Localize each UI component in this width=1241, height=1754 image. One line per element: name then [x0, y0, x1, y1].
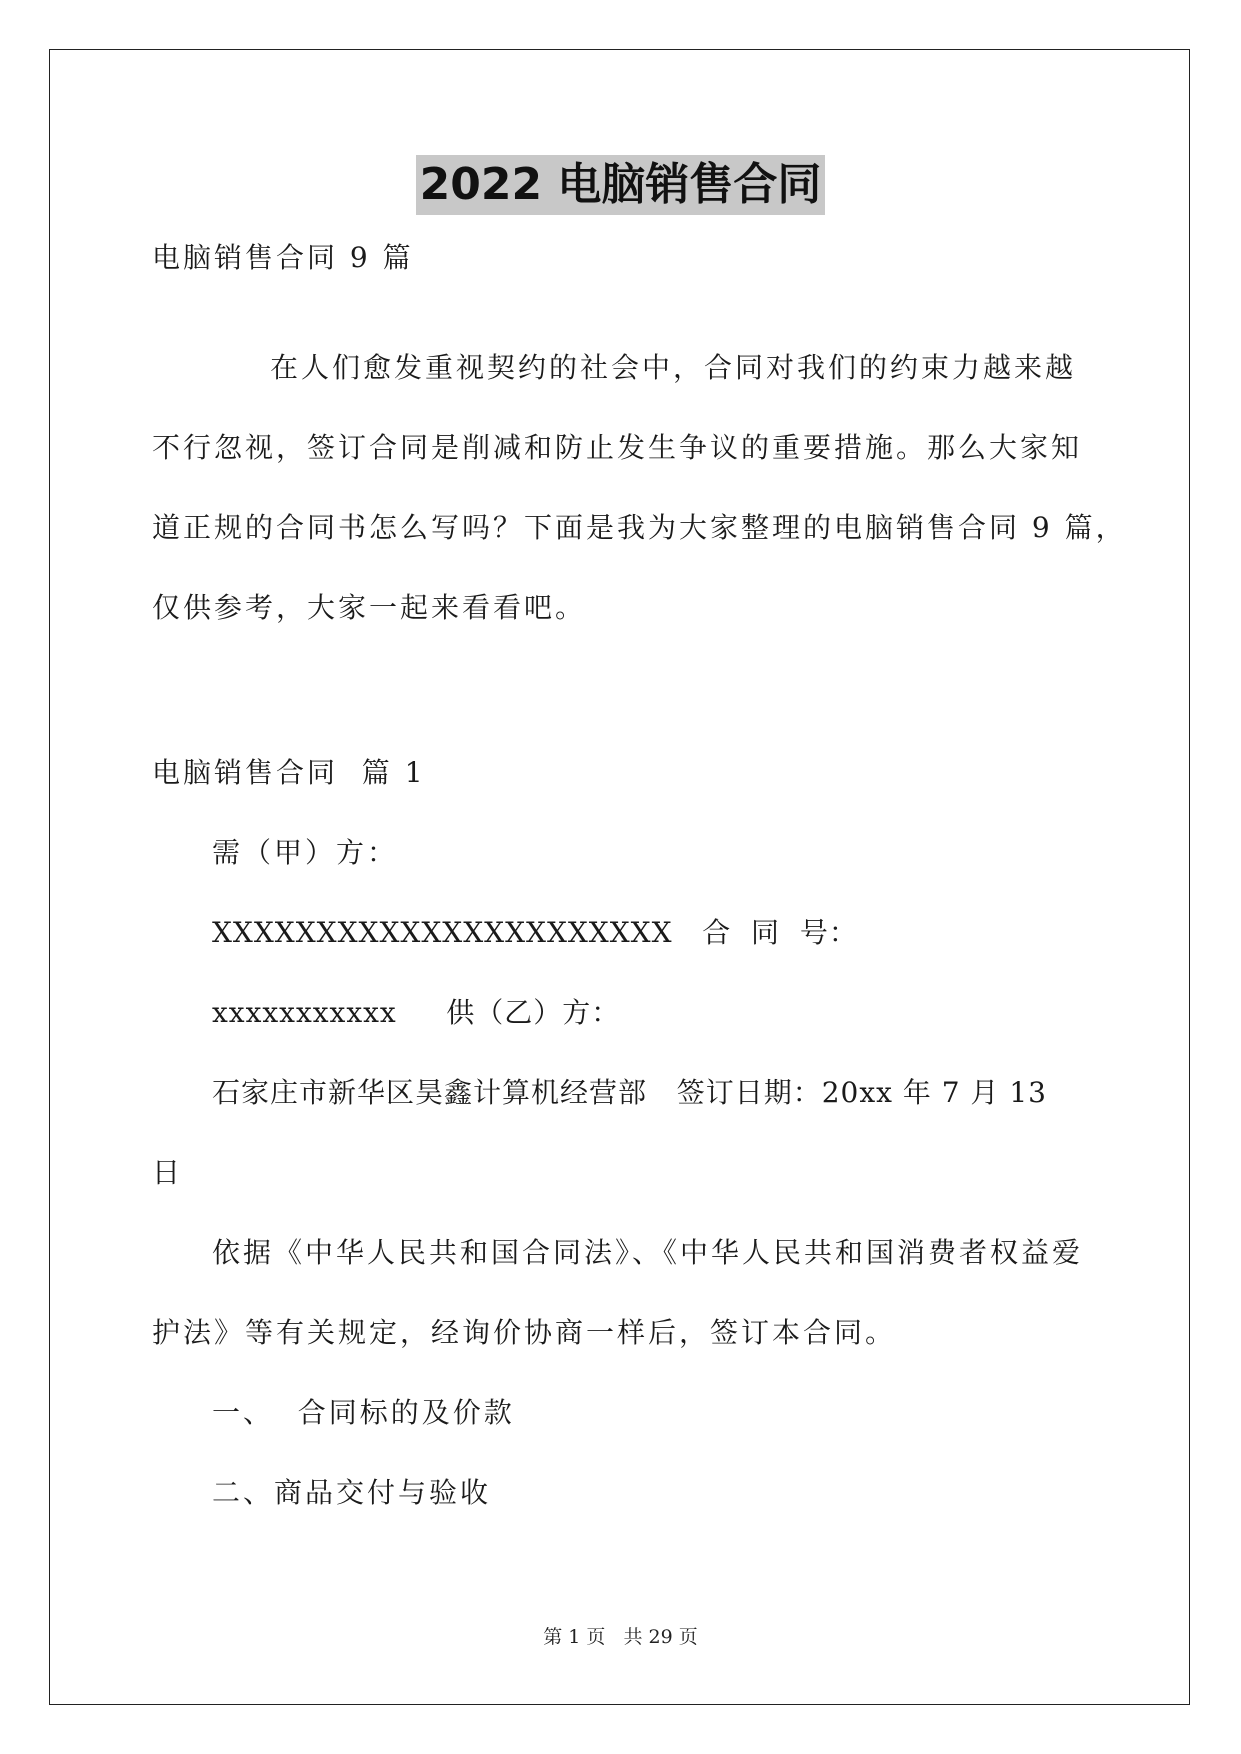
party-b-line: xxxxxxxxxxx 供（乙）方：	[212, 996, 621, 1029]
intro-line-3: 道正规的合同书怎么写吗？下面是我为大家整理的电脑销售合同 9 篇，	[152, 511, 1127, 544]
page-border	[49, 49, 1190, 1705]
document-title: 2022 电脑销售合同	[416, 155, 826, 215]
basis-line-2: 护法》等有关规定，经询价协商一样后，签订本合同。	[152, 1316, 897, 1349]
party-a-label: 需（甲）方：	[212, 836, 399, 869]
intro-line-2: 不行忽视，签订合同是削减和防止发生争议的重要措施。那么大家知	[152, 431, 1083, 464]
page-footer	[0, 1625, 1241, 1649]
section-heading: 电脑销售合同 篇 1	[152, 756, 426, 789]
sign-date-line: 石家庄市新华区昊鑫计算机经营部 签订日期：20xx 年 7 月 13	[212, 1076, 1047, 1109]
basis-line-1: 依据《中华人民共和国合同法》、《中华人民共和国消费者权益爱	[212, 1236, 1084, 1269]
sign-date-continued: 日	[152, 1156, 184, 1189]
document-subtitle: 电脑销售合同 9 篇	[152, 241, 414, 274]
clause-item-1: 一、 合同标的及价款	[212, 1396, 515, 1429]
contract-number-line: XXXXXXXXXXXXXXXXXXXXXX 合 同 号：	[212, 916, 858, 949]
intro-line-4: 仅供参考，大家一起来看看吧。	[152, 591, 587, 624]
intro-line-1: 在人们愈发重视契约的社会中，合同对我们的约束力越来越	[270, 351, 1077, 384]
clause-item-2: 二、商品交付与验收	[212, 1476, 492, 1509]
page-number: 第 1 页 共 29 页	[543, 1626, 698, 1648]
title-container	[0, 155, 1241, 215]
